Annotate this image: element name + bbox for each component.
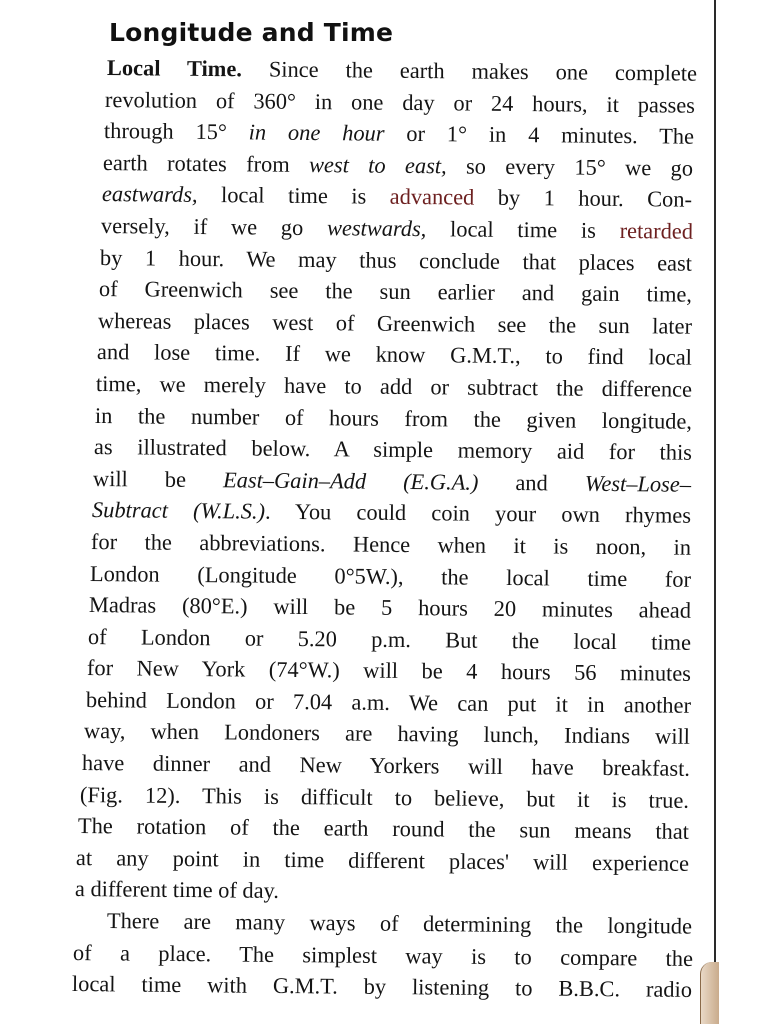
text-line: The rotation of the earth round the sun means that — [77, 813, 690, 845]
text-line: Subtract (W.L.S.). You could coin your own rhymes — [91, 497, 692, 529]
text-line: by 1 hour. We may thus conclude that places east — [99, 244, 693, 276]
text-line: of London or 5.20 p.m. But the local time — [87, 623, 692, 655]
text-line: as illustrated below. A simple memory aid for this — [93, 434, 693, 465]
text-line: versely, if we go westwards, local time is retarded — [100, 212, 694, 244]
text-line: Madras (80°E.) will be 5 hours 20 minutes ahead — [88, 592, 692, 623]
text-line: behind London or 7.04 a.m. We can put it in another — [85, 686, 692, 718]
body-text — [0, 52, 768, 1003]
text-line: will be East–Gain–Add (E.G.A.) and West–Lose– — [92, 465, 692, 497]
text-line: Local Time. Since the earth makes one complete — [106, 55, 698, 86]
text-line: through 15° in one hour or 1° in 4 minutes. The — [103, 118, 695, 149]
text-line: in the number of hours from the given longitude, — [94, 402, 693, 434]
text-line: There are many ways of determining the longitude — [106, 908, 693, 939]
text-line: a different time of day. — [74, 876, 280, 904]
lead-in: Local Time. — [106, 55, 243, 82]
text-line: (Fig. 12). This is difficult to believe, but it is true. — [79, 781, 690, 813]
text-line: time, we merely have to add or subtract the difference — [95, 370, 693, 402]
section-heading: Longitude and Time — [109, 18, 394, 47]
text-line: revolution of 360° in one day or 24 hours, it passes — [104, 86, 696, 118]
text-line: for the abbreviations. Hence when it is noon, in — [90, 528, 692, 560]
text-line: earth rotates from west to east, so every 15° we go — [102, 149, 694, 181]
text-line: of a place. The simplest way is to compare the — [72, 939, 694, 971]
text-line: London (Longitude 0°5W.), the local time for — [89, 560, 692, 592]
text-line: of Greenwich see the sun earlier and gain time, — [98, 276, 693, 307]
text-line: at any point in time different places' will experience — [75, 844, 690, 876]
text-line: local time with G.M.T. by listening to B.B.C. radio — [71, 971, 693, 1003]
text-line: and lose time. If we know G.M.T., to find local — [96, 339, 693, 371]
text-line: whereas places west of Greenwich see the sun later — [97, 307, 693, 339]
text-line: have dinner and New Yorkers will have breakfast. — [81, 750, 691, 781]
text-line: for New York (74°W.) will be 4 hours 56 minutes — [86, 655, 692, 687]
text-line: way, when Londoners are having lunch, Indians will — [83, 718, 691, 750]
text-line: eastwards, local time is advanced by 1 hour. Con- — [101, 181, 693, 213]
